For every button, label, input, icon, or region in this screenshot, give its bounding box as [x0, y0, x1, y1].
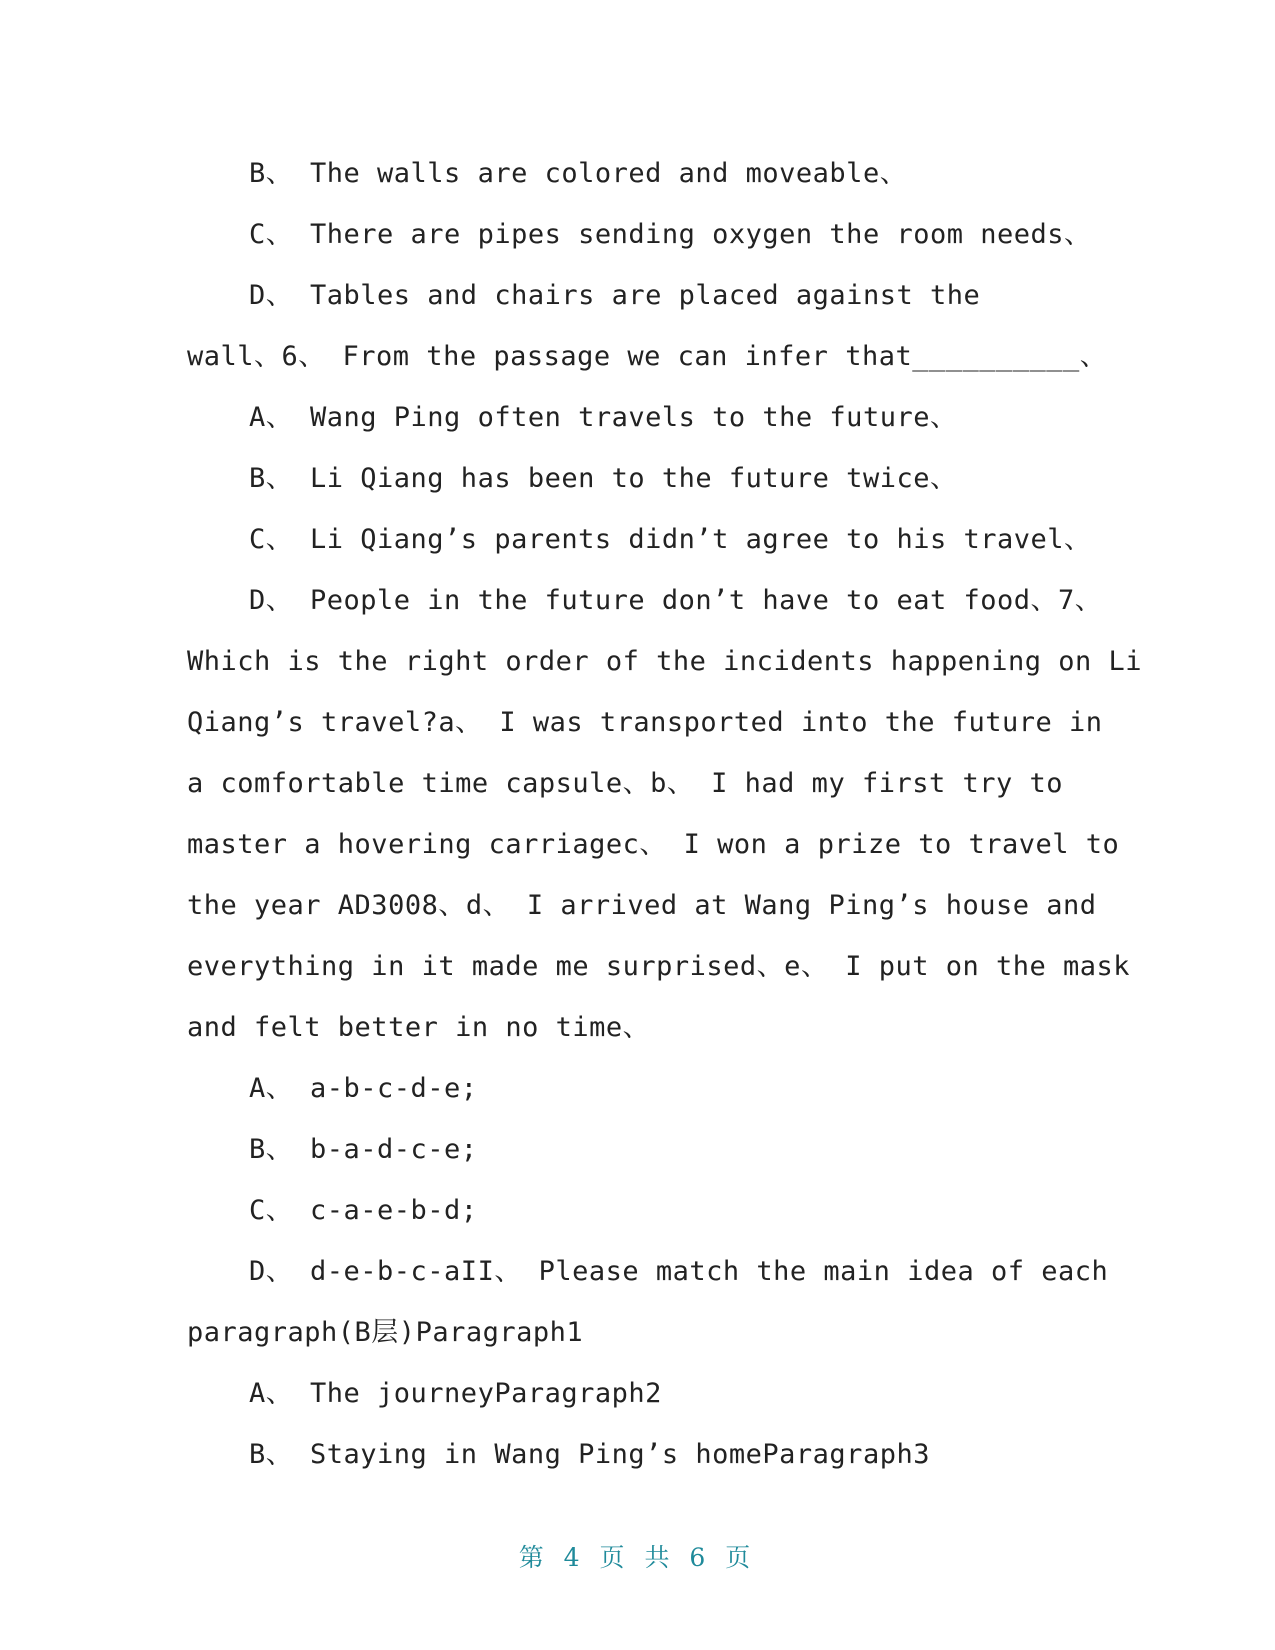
text-line: Qiang’s travel?a、 I was transported into the future in	[187, 707, 1103, 738]
page-number-footer: 第 4 页 共 6 页	[518, 1543, 757, 1572]
text-line: everything in it made me surprised、e、 I put on the mask	[187, 951, 1131, 982]
text-line: D、 d-e-b-c-aII、 Please match the main idea of each	[249, 1256, 1109, 1287]
text-line: A、 a-b-c-d-e;	[249, 1073, 478, 1104]
text-line: A、 The journeyParagraph2	[249, 1378, 662, 1409]
text-line: B、 The walls are colored and moveable、	[249, 158, 908, 189]
document-body	[187, 143, 1143, 1485]
text-line: C、 Li Qiang’s parents didn’t agree to his travel、	[249, 524, 1092, 555]
text-line: A、 Wang Ping often travels to the future、	[249, 402, 958, 433]
text-line: D、 People in the future don’t have to eat food、7、	[249, 585, 1103, 616]
text-line: a comfortable time capsule、b、 I had my first try to	[187, 768, 1064, 799]
text-line: B、 Staying in Wang Ping’s homeParagraph3	[249, 1439, 930, 1470]
text-line: master a hovering carriagec、 I won a prize to travel to	[187, 829, 1120, 860]
text-line: Which is the right order of the incidents happening on Li	[187, 646, 1143, 677]
text-line: C、 c-a-e-b-d;	[249, 1195, 478, 1226]
text-line: B、 b-a-d-c-e;	[249, 1134, 478, 1165]
text-line: the year AD3008、d、 I arrived at Wang Ping’s house and	[187, 890, 1097, 921]
text-line: wall、6、 From the passage we can infer that__________、	[187, 341, 1108, 372]
text-line: B、 Li Qiang has been to the future twice、	[249, 463, 958, 494]
text-line: paragraph(B层)Paragraph1	[187, 1317, 584, 1348]
text-line: D、 Tables and chairs are placed against the	[249, 280, 981, 311]
text-line: C、 There are pipes sending oxygen the room needs、	[249, 219, 1092, 250]
text-line: and felt better in no time、	[187, 1012, 651, 1043]
